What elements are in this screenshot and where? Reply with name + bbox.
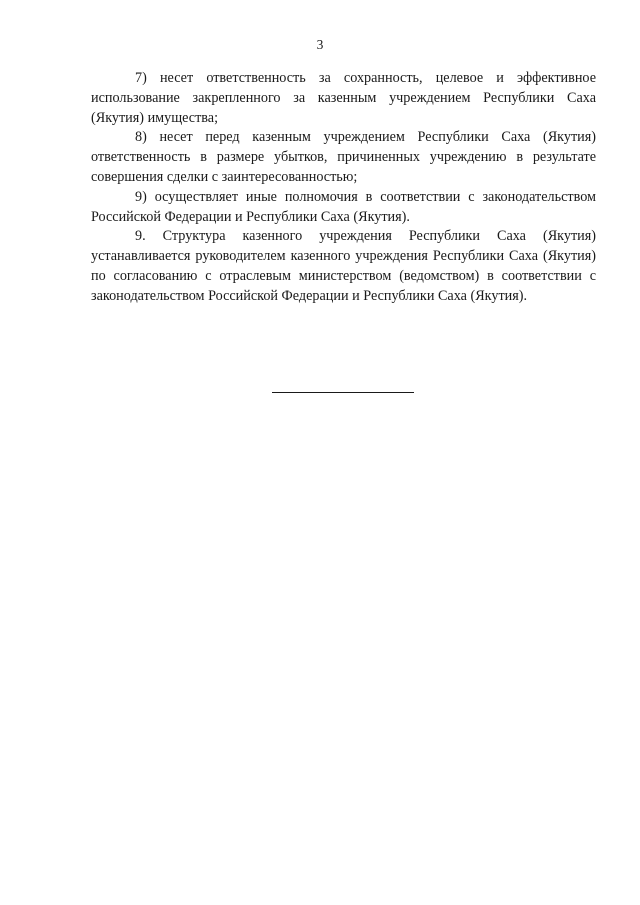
end-of-document-divider [272,392,414,393]
paragraph-item-7: 7) несет ответственность за сохранность, целевое и эффективное использование закрепленного за казенным учреждением Республики Саха (Якутия) имущества; [91,70,596,126]
document-body [91,69,596,307]
paragraph-section-9: 9. Структура казенного учреждения Республики Саха (Якутия) устанавливается руководителем казенного учреждения Республики Саха (Якутия) по согласованию с отраслевым министерством (ведомством) в соответствии с законодательством Российской Федерации и Республики Саха (Якутия). [91,228,596,304]
paragraph-item-9: 9) осуществляет иные полномочия в соответствии с законодательством Российской Федерации и Республики Саха (Якутия). [91,188,596,225]
page-number: 3 [316,37,324,52]
paragraph-item-8: 8) несет перед казенным учреждением Республики Саха (Якутия) ответственность в размере убытков, причиненных учреждению в результате совершения сделки с заинтересованностью; [91,129,596,185]
